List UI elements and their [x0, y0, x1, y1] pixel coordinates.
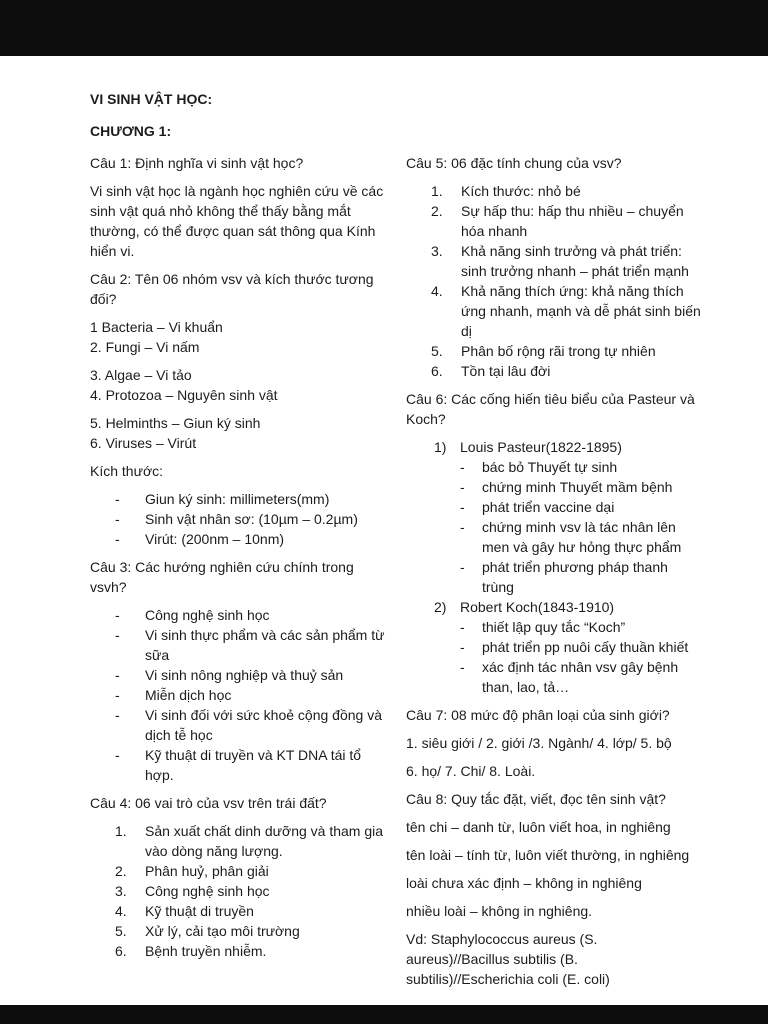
question-heading-q8: Câu 8: Quy tắc đặt, viết, đọc tên sinh vật? — [406, 791, 666, 807]
list-text: Sinh vật nhân sơ: (10µm – 0.2µm) — [145, 511, 358, 527]
group-bacteria-fungi — [90, 317, 392, 357]
list-text: Phân bố rộng rãi trong tự nhiên — [461, 343, 656, 359]
list-marker: - — [460, 519, 465, 535]
group-helminths-viruses — [90, 413, 392, 453]
list-item — [90, 745, 392, 785]
example-line: Vd: Staphylococcus aureus (S. aureus)//Bacillus subtilis (B. subtilis)//Escherichia coli (E. coli) — [406, 931, 610, 987]
list-marker: 1. — [431, 183, 443, 199]
koch-points — [460, 617, 702, 697]
list-text: Khả năng sinh trưởng và phát triển: sinh trưởng nhanh – phát triển mạnh — [461, 243, 689, 279]
list-marker: - — [115, 531, 120, 547]
rule-line: loài chưa xác định – không in nghiêng — [406, 875, 642, 891]
list-text: Vi sinh nông nghiệp và thuỷ sản — [145, 667, 344, 683]
list-marker: 6. — [431, 363, 443, 379]
list-item — [406, 341, 702, 361]
rule-line: tên chi – danh từ, luôn viết hoa, in nghiêng — [406, 819, 671, 835]
group-line: 3. Algae – Vi tảo — [90, 367, 192, 383]
list-item — [406, 361, 702, 381]
question-heading-q4: Câu 4: 06 vai trò của vsv trên trái đất? — [90, 795, 327, 811]
list-text: Khả năng thích ứng: khả năng thích ứng nhanh, mạnh và dễ phát sinh biến dị — [461, 283, 701, 339]
list-item — [460, 557, 702, 597]
list-marker: - — [460, 459, 465, 475]
list-text: xác định tác nhân vsv gây bệnh than, lao, tả… — [482, 659, 679, 695]
group-line: 1 Bacteria – Vi khuẩn — [90, 319, 223, 335]
answer-paragraph-q1: Vi sinh vật học là ngành học nghiên cứu về các sinh vật quá nhỏ không thể thấy bằng mắt thường, có thể được quan sát thông qua Kính hiển vi. — [90, 183, 384, 259]
list-item — [90, 921, 392, 941]
list-text: Virút: (200nm – 10nm) — [145, 531, 285, 547]
list-marker: - — [115, 627, 120, 643]
list-text: phát triển phương pháp thanh trùng — [482, 559, 668, 595]
list-marker: - — [115, 747, 120, 763]
q7-line-1: 1. siêu giới / 2. giới /3. Ngành/ 4. lớp/ 5. bộ — [406, 735, 672, 751]
list-item — [406, 241, 702, 281]
list-item — [460, 477, 702, 497]
scientist-item — [406, 437, 702, 457]
letterbox-bottom-bar — [0, 1005, 768, 1024]
q3-list — [90, 605, 392, 785]
list-marker: 3. — [115, 883, 127, 899]
list-item — [90, 625, 392, 665]
size-heading: Kích thước: — [90, 463, 164, 479]
list-item — [90, 941, 392, 961]
question-heading-q5: Câu 5: 06 đặc tính chung của vsv? — [406, 155, 622, 171]
list-item — [90, 881, 392, 901]
list-text: Phân huỷ, phân giải — [145, 863, 269, 879]
list-marker: - — [460, 479, 465, 495]
list-marker: 1) — [434, 439, 447, 455]
group-line: 5. Helminths – Giun ký sinh — [90, 415, 261, 431]
q5-list — [406, 181, 702, 381]
list-text: Vi sinh đối với sức khoẻ cộng đồng và dịch tễ học — [145, 707, 382, 743]
list-text: Sự hấp thu: hấp thu nhiều – chuyển hóa nhanh — [461, 203, 684, 239]
list-item — [90, 685, 392, 705]
list-text: Công nghệ sinh học — [145, 883, 270, 899]
list-item — [406, 281, 702, 341]
list-text: Công nghệ sinh học — [145, 607, 270, 623]
list-marker: - — [115, 687, 120, 703]
list-marker: 4. — [431, 283, 443, 299]
list-marker: 1. — [115, 823, 127, 839]
letterbox-top-bar — [0, 0, 768, 56]
two-column-layout — [90, 153, 702, 997]
question-heading-q1: Câu 1: Định nghĩa vi sinh vật học? — [90, 155, 304, 171]
list-item — [460, 637, 702, 657]
list-text: Giun ký sinh: millimeters(mm) — [145, 491, 330, 507]
document-title: VI SINH VẬT HỌC: — [90, 91, 213, 107]
list-item — [460, 517, 702, 557]
scientist-item — [406, 597, 702, 617]
list-text: phát triển vaccine dại — [482, 499, 615, 515]
list-text: Xử lý, cải tạo môi trường — [145, 923, 300, 939]
left-column — [90, 153, 392, 969]
question-heading-q3: Câu 3: Các hướng nghiên cứu chính trong vsvh? — [90, 559, 354, 595]
scientist-name: Robert Koch(1843-1910) — [460, 599, 615, 615]
rule-line: tên loài – tính từ, luôn viết thường, in nghiêng — [406, 847, 690, 863]
list-marker: - — [460, 499, 465, 515]
list-marker: 2) — [434, 599, 447, 615]
list-item — [460, 657, 702, 697]
list-text: Kỹ thuật di truyền và KT DNA tái tổ hợp. — [145, 747, 362, 783]
document-page — [90, 56, 702, 997]
list-item — [90, 509, 392, 529]
list-marker: 3. — [431, 243, 443, 259]
rule-line: nhiều loài – không in nghiêng. — [406, 903, 593, 919]
question-heading-q2: Câu 2: Tên 06 nhóm vsv và kích thước tương đối? — [90, 271, 374, 307]
list-item — [406, 181, 702, 201]
list-marker: 6. — [115, 943, 127, 959]
group-line: 4. Protozoa – Nguyên sinh vật — [90, 387, 278, 403]
list-item — [460, 497, 702, 517]
group-line: 6. Viruses – Virút — [90, 435, 197, 451]
list-item — [90, 901, 392, 921]
list-text: chứng minh vsv là tác nhân lên men và gây hư hỏng thực phẩm — [482, 519, 682, 555]
list-item — [90, 605, 392, 625]
list-marker: - — [115, 491, 120, 507]
group-algae-protozoa — [90, 365, 392, 405]
list-marker: 2. — [115, 863, 127, 879]
list-marker: 2. — [431, 203, 443, 219]
list-item — [90, 705, 392, 745]
list-text: Bệnh truyền nhiễm. — [145, 943, 267, 959]
list-marker: - — [460, 659, 465, 675]
list-item — [90, 665, 392, 685]
list-marker: 4. — [115, 903, 127, 919]
list-text: bác bỏ Thuyết tự sinh — [482, 459, 618, 475]
list-text: Sản xuất chất dinh dưỡng và tham gia vào dòng năng lượng. — [145, 823, 384, 859]
list-item — [460, 617, 702, 637]
list-marker: - — [115, 707, 120, 723]
question-heading-q7: Câu 7: 08 mức độ phân loại của sinh giới? — [406, 707, 670, 723]
chapter-heading: CHƯƠNG 1: — [90, 123, 172, 139]
list-text: Miễn dịch học — [145, 687, 232, 703]
pasteur-points — [460, 457, 702, 597]
list-text: Kỹ thuật di truyền — [145, 903, 254, 919]
list-marker: - — [115, 607, 120, 623]
q4-list — [90, 821, 392, 961]
list-text: chứng minh Thuyết mầm bệnh — [482, 479, 673, 495]
question-heading-q6: Câu 6: Các cống hiến tiêu biểu của Pasteur và Koch? — [406, 391, 695, 427]
list-item — [90, 861, 392, 881]
list-item — [406, 201, 702, 241]
list-item — [460, 457, 702, 477]
q7-line-2: 6. họ/ 7. Chi/ 8. Loài. — [406, 763, 536, 779]
list-text: Kích thước: nhỏ bé — [461, 183, 581, 199]
size-list — [90, 489, 392, 549]
scientist-block-pasteur — [406, 437, 702, 697]
list-text: thiết lập quy tắc “Koch” — [482, 619, 626, 635]
list-item — [90, 821, 392, 861]
list-marker: 5. — [431, 343, 443, 359]
list-item — [90, 529, 392, 549]
list-marker: - — [115, 667, 120, 683]
list-marker: - — [115, 511, 120, 527]
list-text: Tồn tại lâu đời — [461, 363, 551, 379]
list-marker: - — [460, 619, 465, 635]
list-marker: 5. — [115, 923, 127, 939]
right-column — [406, 153, 702, 997]
list-marker: - — [460, 559, 465, 575]
scientist-name: Louis Pasteur(1822-1895) — [460, 439, 622, 455]
list-text: phát triển pp nuôi cấy thuần khiết — [482, 639, 689, 655]
list-text: Vi sinh thực phẩm và các sản phẩm từ sữa — [145, 627, 385, 663]
list-item — [90, 489, 392, 509]
list-marker: - — [460, 639, 465, 655]
group-line: 2. Fungi – Vi nấm — [90, 339, 200, 355]
